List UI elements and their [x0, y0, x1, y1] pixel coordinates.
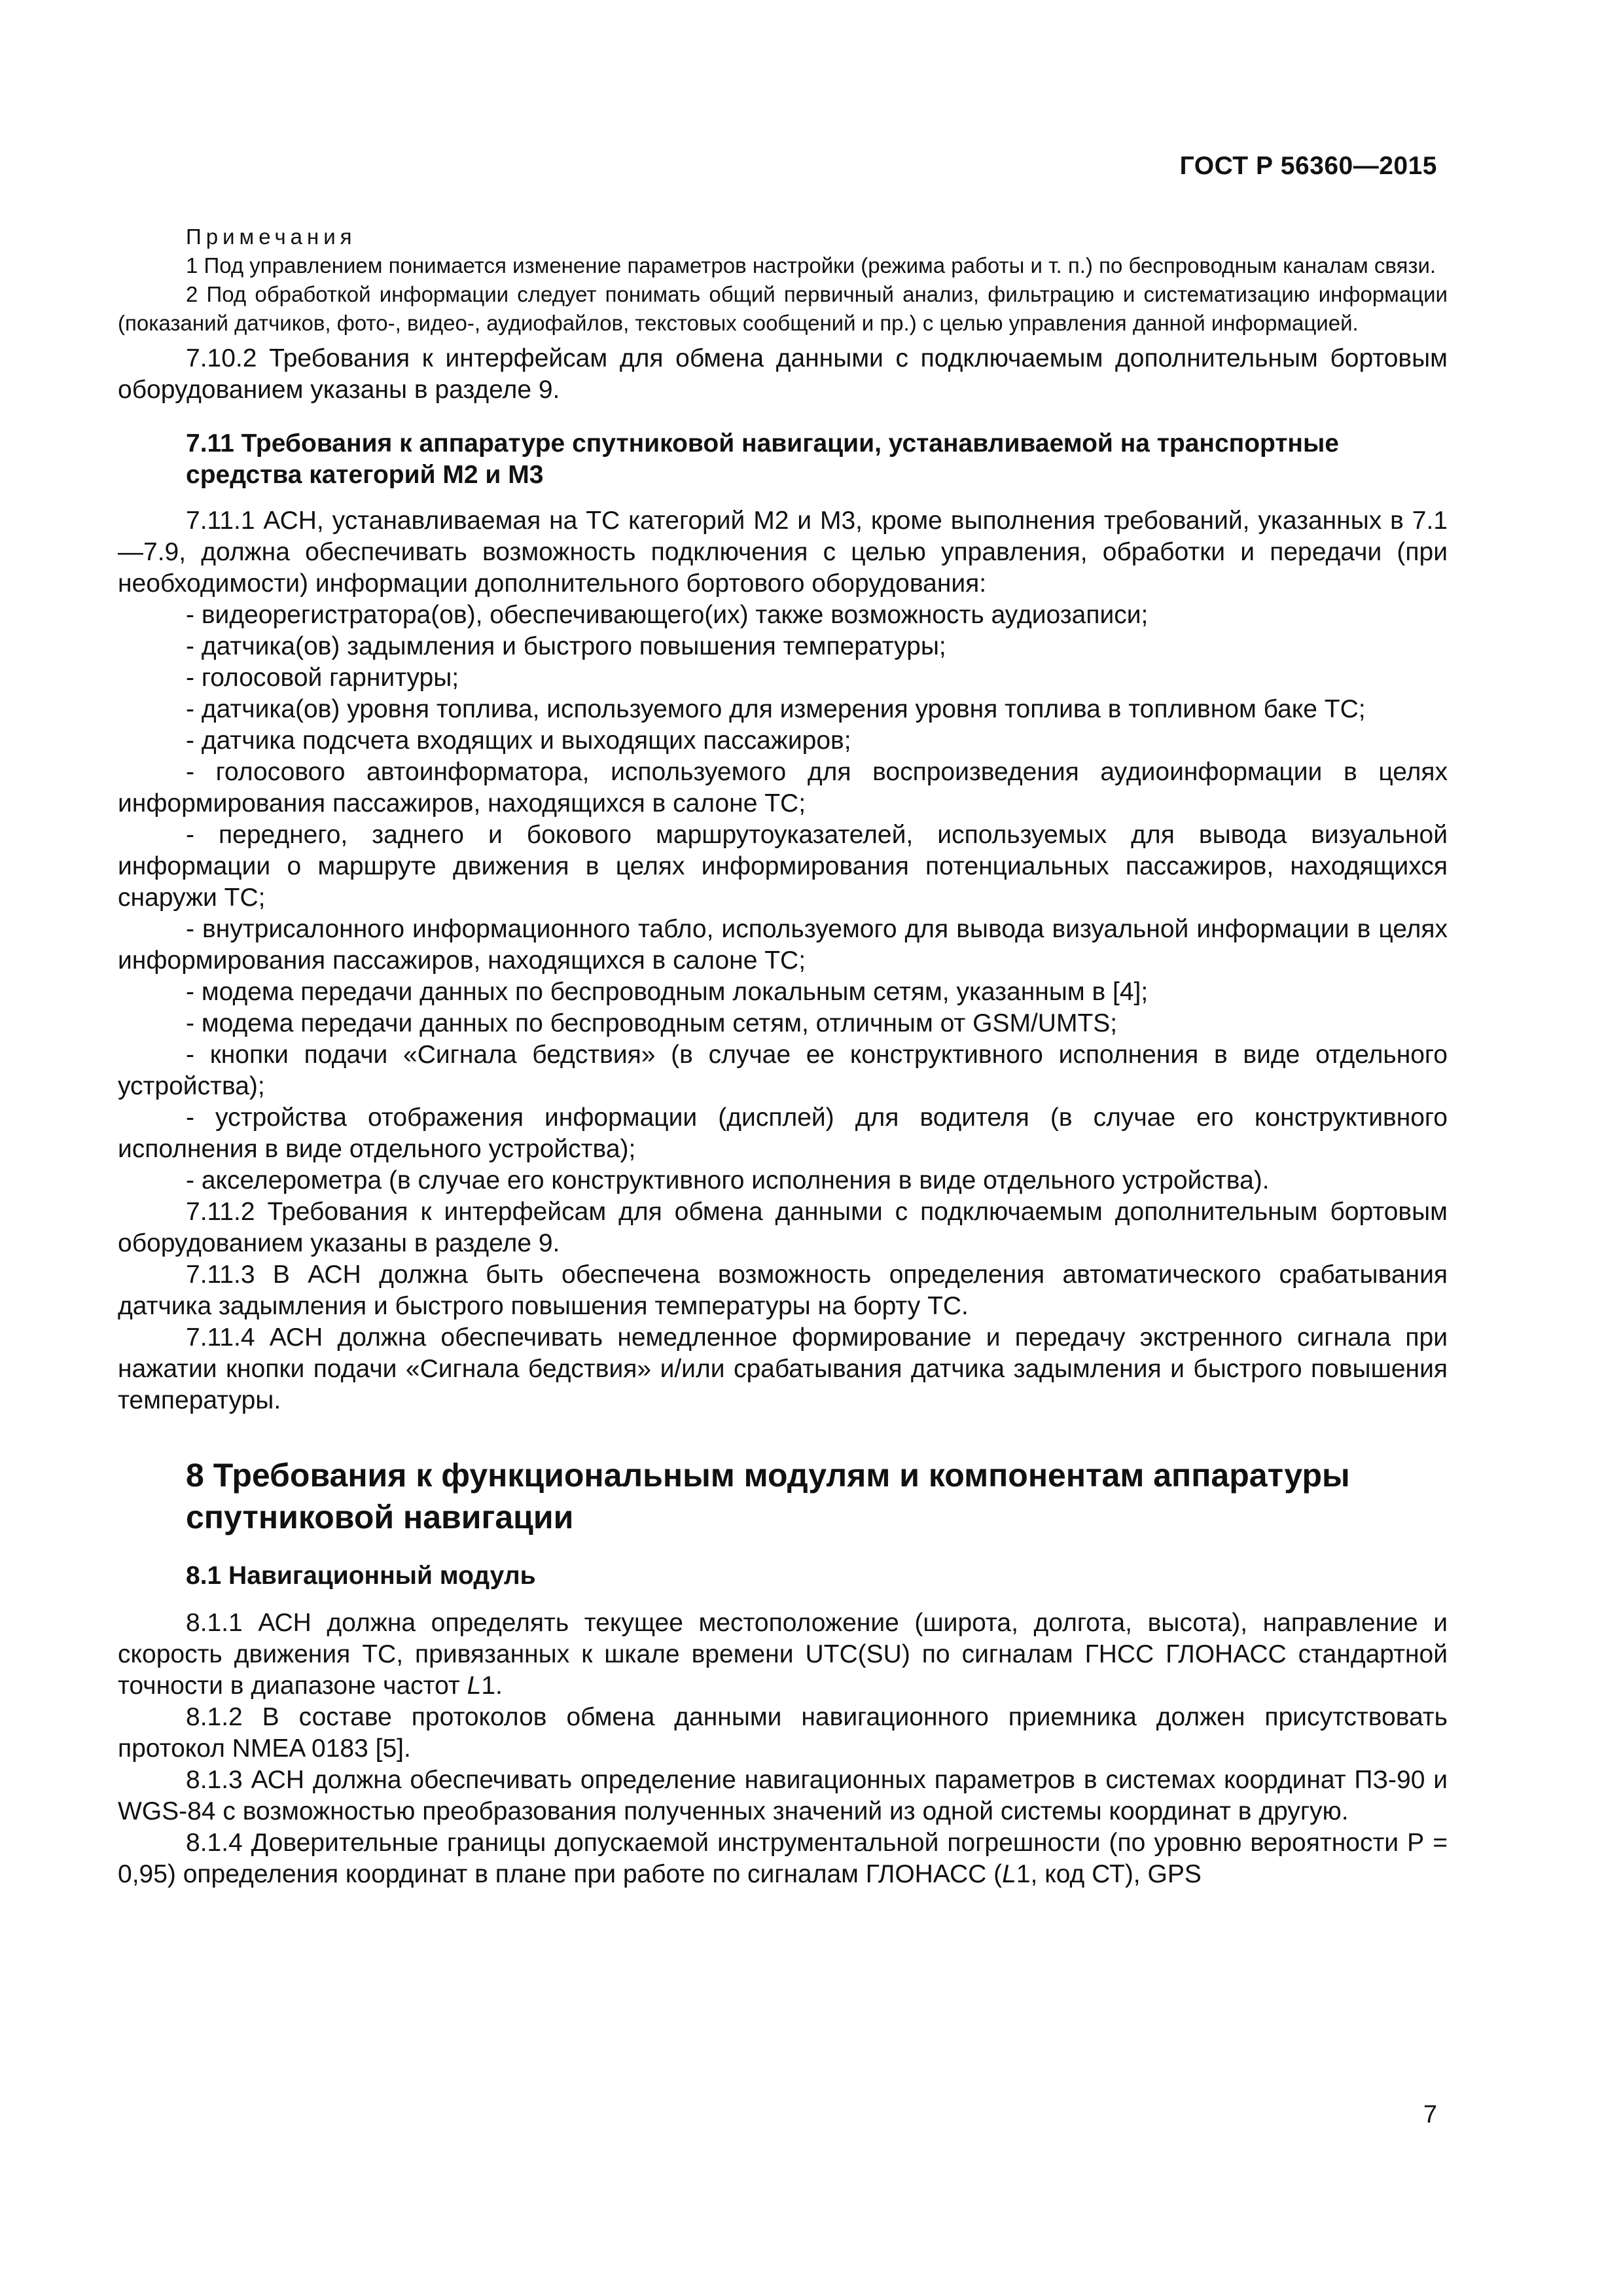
- note-item: 1 Под управлением понимается изменение параметров настройки (режима работы и т. п.) по беспроводным каналам связи.: [186, 253, 1436, 278]
- list-item: - видеорегистратора(ов), обеспечивающего(их) также возможность аудиозаписи;: [186, 601, 1149, 629]
- document-header: ГОСТ Р 56360—2015: [1179, 152, 1437, 180]
- paragraph-8-1-3: 8.1.3 АСН должна обеспечивать определение навигационных параметров в системах координат ПЗ-90 и WGS-84 с возможностью преобразования полученных значений из одной системы координат в другую.: [118, 1766, 1448, 1825]
- section-7-11-title: 7.11 Требования к аппаратуре спутниковой навигации, устанавливаемой на транспортные средства категорий М2 и М3: [186, 429, 1339, 489]
- list-item: - внутрисалонного информационного табло, используемого для вывода визуальной информации в целях информирования пассажиров, находящихся в салоне ТС;: [118, 915, 1448, 975]
- paragraph-8-1-1: 8.1.1 АСН должна определять текущее местоположение (широта, долгота, высота), направление и скорость движения ТС, привязанных к шкале времени UTC(SU) по сигналам ГНСС ГЛОНАСС стандартной точности в диапазоне частот L1.: [118, 1609, 1448, 1700]
- paragraph: 7.11.2 Требования к интерфейсам для обмена данными с подключаемым дополнительным бортовым оборудованием указаны в разделе 9.: [118, 1198, 1448, 1257]
- list-item: - датчика подсчета входящих и выходящих пассажиров;: [186, 726, 851, 755]
- list-item: - кнопки подачи «Сигнала бедствия» (в случае ее конструктивного исполнения в виде отдельного устройства);: [118, 1041, 1448, 1100]
- notes-heading: Примечания: [186, 224, 357, 249]
- paragraph: 7.11.4 АСН должна обеспечивать немедленное формирование и передачу экстренного сигнала при нажатии кнопки подачи «Сигнала бедствия» и/или срабатывания датчика задымления и быстрого повышения температуры.: [118, 1323, 1448, 1414]
- list-item: - модема передачи данных по беспроводным сетям, отличным от GSM/UMTS;: [186, 1009, 1118, 1037]
- list-item: - акселерометра (в случае его конструктивного исполнения в виде отдельного устройства).: [186, 1166, 1270, 1194]
- page-content: [118, 223, 1448, 1890]
- paragraph: 7.11.1 АСН, устанавливаемая на ТС категорий М2 и М3, кроме выполнения требований, указанных в 7.1—7.9, должна обеспечивать возможность подключения с целью управления, обработки и передачи (при необходимости) информации дополнительного бортового оборудования:: [118, 507, 1448, 598]
- list-item: - модема передачи данных по беспроводным локальным сетям, указанным в [4];: [186, 978, 1149, 1006]
- page-number: 7: [1423, 2101, 1437, 2128]
- note-item: 2 Под обработкой информации следует понимать общий первичный анализ, фильтрацию и систематизацию информации (показаний датчиков, фото-, видео-, аудиофайлов, текстовых сообщений и пр.) с целью управления данной информацией.: [118, 282, 1448, 335]
- section-8-1-title: 8.1 Навигационный модуль: [186, 1562, 536, 1590]
- list-item: - устройства отображения информации (дисплей) для водителя (в случае его конструктивного исполнения в виде отдельного устройства);: [118, 1103, 1448, 1163]
- list-item: - голосовой гарнитуры;: [186, 664, 459, 692]
- paragraph: 7.11.3 В АСН должна быть обеспечена возможность определения автоматического срабатывания датчика задымления и быстрого повышения температуры на борту ТС.: [118, 1261, 1448, 1320]
- list-item: - датчика(ов) уровня топлива, используемого для измерения уровня топлива в топливном баке ТС;: [186, 695, 1366, 723]
- list-item: - голосового автоинформатора, используемого для воспроизведения аудиоинформации в целях информирования пассажиров, находящихся в салоне ТС;: [118, 758, 1448, 817]
- notes-block: [118, 223, 1448, 338]
- section-8-title: 8 Требования к функциональным модулям и компонентам аппаратуры спутниковой навигации: [186, 1457, 1350, 1535]
- paragraph-8-1-2: 8.1.2 В составе протоколов обмена данными навигационного приемника должен присутствовать протокол NMEA 0183 [5].: [118, 1703, 1448, 1763]
- body-text: [118, 343, 1448, 1890]
- list-item: - переднего, заднего и бокового маршрутоуказателей, используемых для вывода визуальной информации о маршруте движения в целях информирования потенциальных пассажиров, находящихся снаружи ТС;: [118, 821, 1448, 912]
- list-item: - датчика(ов) задымления и быстрого повышения температуры;: [186, 632, 946, 660]
- paragraph-8-1-4: 8.1.4 Доверительные границы допускаемой инструментальной погрешности (по уровню вероятности Р = 0,95) определения координат в плане при работе по сигналам ГЛОНАСС (L1, код СТ), GPS: [118, 1829, 1448, 1888]
- paragraph-7-10-2: 7.10.2 Требования к интерфейсам для обмена данными с подключаемым дополнительным бортовым оборудованием указаны в разделе 9.: [118, 344, 1448, 404]
